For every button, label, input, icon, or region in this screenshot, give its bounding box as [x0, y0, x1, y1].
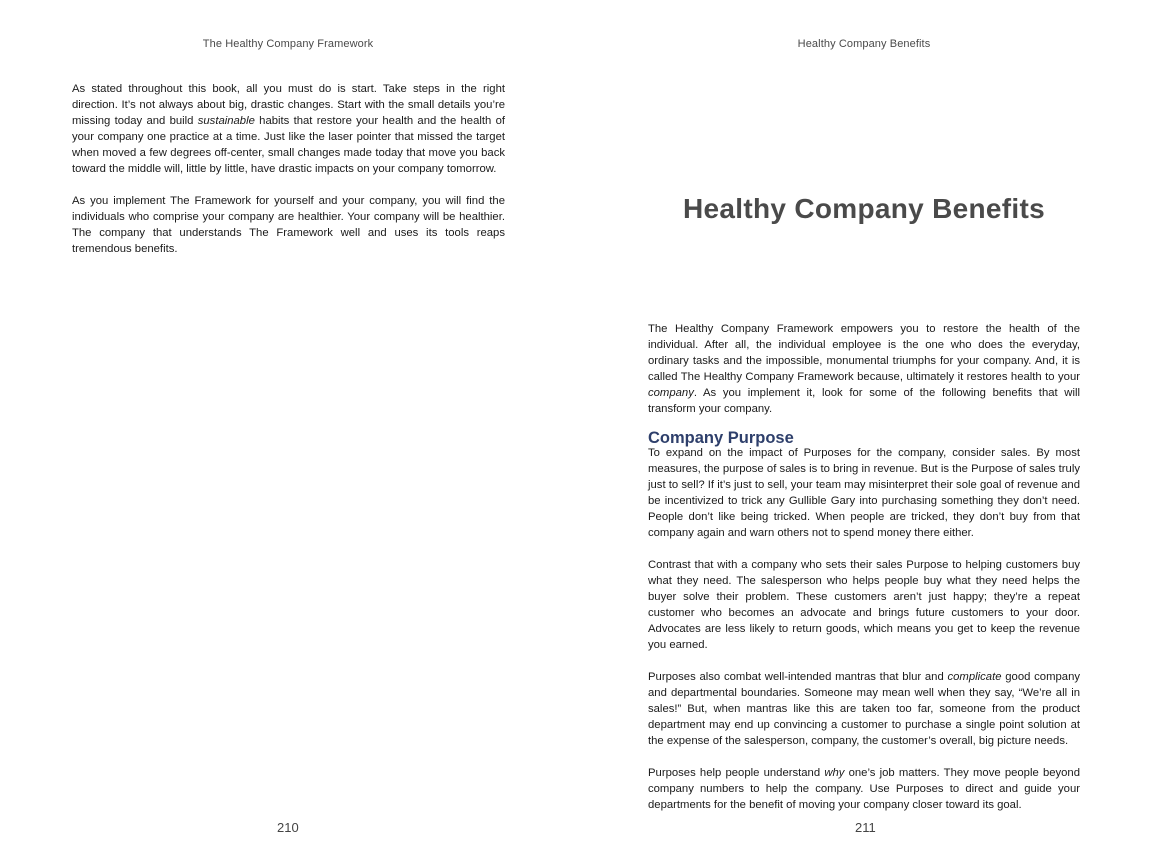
- paragraph: Purposes also combat well-intended mantras that blur and complicate good company and departmental boundaries. Someone may mean well when they say, “We’re all in sales!” But, when mantras like this are taken too far, someone from the product department may end up convincing a customer to purchase a single point solution at the expense of the salesperson, company, the customer’s overall, big picture needs.: [648, 671, 1080, 747]
- chapter-title: Healthy Company Benefits: [683, 193, 1045, 224]
- chapter-intro: [648, 321, 1080, 433]
- running-head-left: The Healthy Company Framework: [202, 38, 374, 50]
- page-number-left: 210: [277, 820, 299, 835]
- paragraph: To expand on the impact of Purposes for the company, consider sales. By most measures, the purpose of sales is to bring in revenue. But is the Purpose of sales truly just to sell? If it’s just to sell, your team may misinterpret their sole goal of revenue and be incentivized to trick any Gullible Gary into purchasing something they don’t need. People don’t like being tricked. When people are tricked, they don’t buy from that company again and warn others not to spend money there either.: [648, 447, 1080, 539]
- paragraph: As you implement The Framework for yourself and your company, you will find the individuals who comprise your company are healthier. Your company will be healthier. The company that understands The Framework well and uses its tools reaps tremendous benefits.: [72, 195, 505, 255]
- paragraph: Purposes help people understand why one’s job matters. They move people beyond company numbers to help the company. Use Purposes to direct and guide your departments for the benefit of moving your company closer toward its goal.: [648, 767, 1081, 811]
- paragraph: Contrast that with a company who sets their sales Purpose to helping customers buy what they need. The salesperson who helps people buy what they need helps the buyer solve their problem. These customers aren’t just happy; they’re a repeat customer who becomes an advocate and brings future customers to your door. Advocates are less likely to return goods, which means you get to keep the revenue you earned.: [648, 559, 1080, 651]
- section-body: [648, 445, 1080, 829]
- page-number-right: 211: [855, 820, 876, 835]
- running-head-right: Healthy Company Benefits: [797, 38, 931, 50]
- right-page: [576, 0, 1152, 864]
- left-page-body: [72, 81, 505, 273]
- section-heading: Company Purpose: [648, 429, 794, 447]
- paragraph: As stated throughout this book, all you must do is start. Take steps in the right direction. It’s not always about big, drastic changes. Start with the small details you’re missing today and build sustainable habits that restore your health and the health of your company one practice at a time. Just like the laser pointer that missed the target when moved a few degrees off-center, small changes made today that move you back toward the middle will, little by little, have drastic impacts on your company tomorrow.: [72, 83, 505, 175]
- paragraph: The Healthy Company Framework empowers you to restore the health of the individual. After all, the individual employee is the one who does the everyday, ordinary tasks and the impossible, monumental triumphs for your company. And, it is called The Healthy Company Framework because, ultimately it restores health to your company. As you implement it, look for some of the following benefits that will transform your company.: [648, 323, 1080, 415]
